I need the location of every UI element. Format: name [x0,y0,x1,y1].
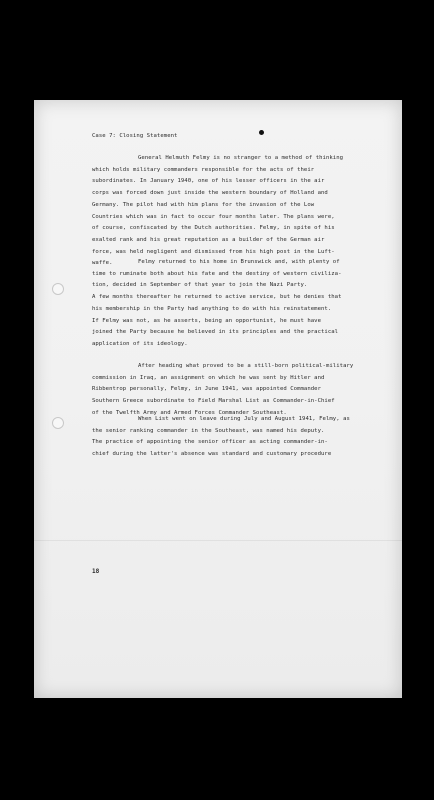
text-line: If Felmy was not, as he asserts, being an opportunist, he must have [92,317,321,324]
paragraph-3 [92,361,388,420]
text-line: tion, decided in September of that year to join the Nazi Party. [92,282,308,289]
text-line: exalted rank and his great reputation as a builder of the German air [92,236,325,243]
punch-hole [52,283,64,295]
text-line: General Helmuth Felmy is no stranger to a method of thinking [138,155,344,161]
text-line: force, was held negligent and dismissed from his high post in the Luft- [92,248,335,255]
paragraph-4 [92,414,388,461]
text-line: the senior ranking commander in the Southeast, was named his deputy. [92,427,325,434]
paragraph-1 [92,153,388,270]
text-line: of the Twelfth Army and Armed Forces Commander Southeast. [92,409,287,416]
text-line: of course, confiscated by the Dutch authorities. Felmy, in spite of his [92,225,335,232]
text-line: application of its ideology. [92,340,188,347]
text-line: Germany. The pilot had with him plans for the invasion of the Low [92,201,315,208]
text-line: commission in Iraq, an assignment on which he was sent by Hitler and [92,374,325,381]
text-line: chief during the latter's absence was standard and customary procedure [92,451,332,458]
punch-hole [52,417,64,429]
text-line: When List went on leave during July and August 1941, Felmy, as [138,416,350,422]
text-line: waffe. [92,260,113,267]
text-line: The practice of appointing the senior officer as acting commander-in- [92,439,328,446]
text-line: which holds military commanders responsible for the acts of their [92,166,315,173]
document-page [34,100,402,698]
paragraph-2 [92,257,388,351]
text-line: corps was forced down just inside the western boundary of Holland and [92,190,328,197]
text-line: Southern Greece subordinate to Field Marshal List as Commander-in-Chief [92,398,335,405]
text-line: Felmy returned to his home in Brunswick and, with plenty of [138,259,340,265]
text-line: his membership in the Party had anything to do with his reinstatement. [92,305,332,312]
text-line: time to ruminate both about his fate and the destiny of western civiliza- [92,270,342,277]
text-line: A few months thereafter he returned to active service, but he denies that [92,294,342,301]
text-line: joined the Party because he believed in its principles and the practical [92,329,339,336]
text-line: Ribbentrop personally, Felmy, in June 1941, was appointed Commander [92,386,321,393]
page-number: 18 [92,568,100,575]
document-title: Case 7: Closing Statement [92,133,178,139]
text-line: Countries which was in fact to occur four months later. The plans were, [92,213,335,220]
text-line: subordinates. In January 1940, one of his lesser officers in the air [92,178,325,185]
text-line: After heading what proved to be a still-born political-military [138,363,354,369]
